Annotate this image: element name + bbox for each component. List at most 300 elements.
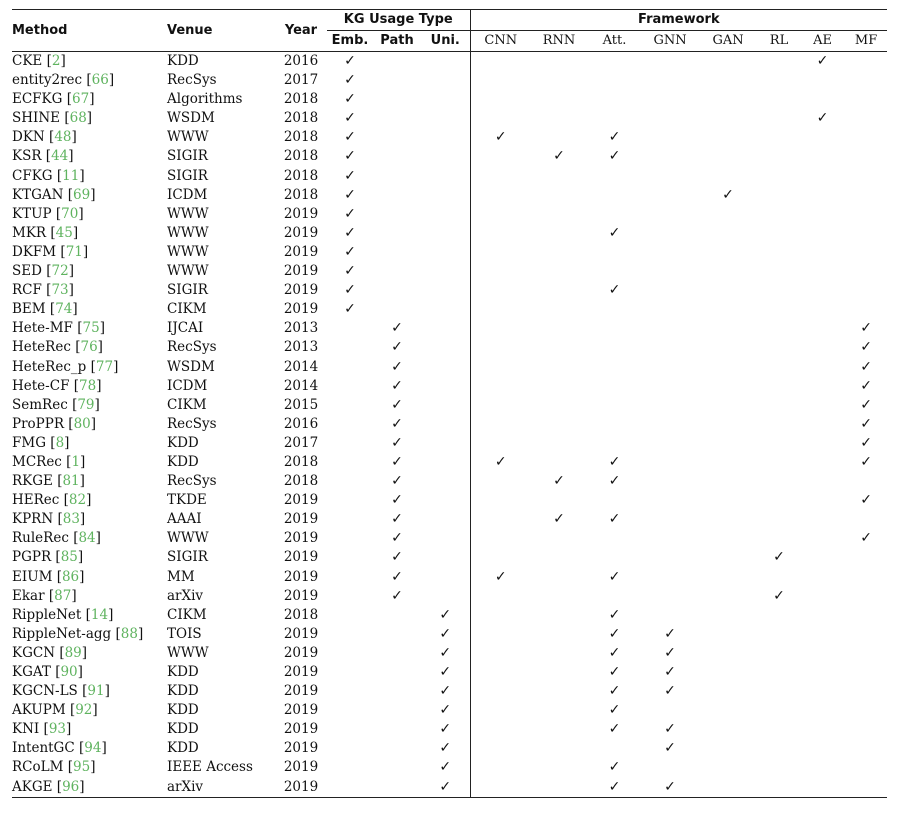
mark-cell [373,147,421,166]
mark-cell [421,644,470,663]
mark-cell [470,778,531,798]
citation-bracket: ] [96,377,102,394]
citation-bracket: ] [90,186,96,203]
mark-cell [421,147,470,166]
citation-link[interactable]: 84 [78,530,96,547]
citation-link[interactable]: 8 [55,434,65,451]
mark-cell [470,281,531,300]
mark-cell [845,396,887,415]
venue-cell: arXiv [167,778,275,798]
mark-cell [642,128,698,147]
citation-bracket: [ [48,587,55,604]
mark-cell [587,52,642,72]
year-cell: 2017 [283,72,319,89]
checkmark-icon: ✓ [391,511,403,528]
mark-cell [373,778,421,798]
checkmark-icon: ✓ [344,186,356,203]
checkmark-icon: ✓ [773,587,785,604]
method-name: SED [12,263,42,280]
citation-link[interactable]: 73 [51,282,69,299]
checkmark-icon: ✓ [608,282,621,299]
mark-cell [421,167,470,186]
mark-cell [642,243,698,262]
venue-cell: KDD [167,721,199,738]
mark-cell [800,71,845,90]
citation-link[interactable]: 79 [77,396,95,413]
citation-bracket: ] [77,664,83,680]
mark-cell [845,663,887,682]
citation-link[interactable]: 94 [84,740,102,757]
checkmark-icon: ✓ [344,282,356,299]
citation-link[interactable]: 14 [90,606,109,623]
table-row [12,415,887,434]
citation-link[interactable]: 2 [51,53,61,69]
citation-link[interactable]: 77 [95,358,114,375]
method-cell [12,701,167,720]
checkmark-icon: ✓ [391,415,403,432]
mark-cell [373,186,421,205]
citation-bracket: ] [99,320,105,337]
mark-cell [421,396,470,415]
mark-cell [800,358,845,377]
citation-bracket: [ [86,72,92,89]
table-row [12,205,887,224]
year-cell: 2018 [283,110,319,127]
mark-cell [587,529,642,548]
checkmark-icon: ✓ [860,339,872,356]
method-cell [12,720,167,739]
citation-link[interactable]: 44 [51,148,69,165]
mark-cell [758,568,800,587]
mark-cell [845,682,887,701]
mark-cell [373,701,421,720]
citation-link[interactable]: 75 [82,320,100,337]
mark-cell [698,739,758,758]
mark-cell [698,224,758,243]
mark-cell [373,281,421,300]
checkmark-icon: ✓ [664,778,676,795]
year-cell: 2016 [283,415,319,432]
mark-cell [642,319,698,338]
citation-bracket: [ [50,224,56,241]
mark-cell [421,548,470,567]
method-cell [12,396,167,415]
checkmark-icon: ✓ [664,721,676,738]
table-row [12,491,887,510]
mark-cell [587,510,642,529]
mark-cell [531,778,587,798]
mark-cell [531,52,587,72]
citation-bracket: ] [104,683,110,700]
method-cell [12,682,167,701]
method-name: HeteRec [12,339,71,356]
method-name: AKGE [12,778,53,795]
mark-cell [470,147,531,166]
citation-bracket: [ [64,110,70,127]
table-row [12,319,887,338]
citation-link[interactable]: 72 [51,263,69,280]
mark-cell [421,434,470,453]
mark-cell [698,625,758,644]
method-cell [12,587,167,606]
method-cell [12,491,167,510]
year-cell: 2019 [283,511,319,528]
mark-cell [642,701,698,720]
citation-bracket: ] [79,473,85,490]
mark-cell [470,186,531,205]
mark-cell [698,262,758,281]
checkmark-icon: ✓ [391,492,403,509]
citation-link[interactable]: 48 [54,129,72,146]
att-col-header: Att. [587,31,642,52]
mark-cell [373,262,421,281]
mark-cell [470,205,531,224]
mark-cell [800,644,845,663]
citation-link[interactable]: 88 [120,625,138,642]
mark-cell [470,358,531,377]
mark-cell [642,472,698,491]
mark-cell [470,644,531,663]
mark-cell [531,472,587,491]
mark-cell [758,52,800,72]
mark-cell [531,606,587,625]
mark-cell [421,281,470,300]
mark-cell [470,243,531,262]
mark-cell [698,109,758,128]
checkmark-icon: ✓ [608,625,621,642]
mark-cell [758,319,800,338]
checkmark-icon: ✓ [860,453,872,470]
mark-cell [642,90,698,109]
mark-cell [758,415,800,434]
mark-cell [587,606,642,625]
mark-cell [758,338,800,357]
mark-cell [800,147,845,166]
table-row [12,453,887,472]
mark-cell [531,548,587,567]
mark-cell [470,682,531,701]
checkmark-icon: ✓ [860,358,872,375]
mark-cell [698,186,758,205]
citation-link[interactable]: 90 [60,664,78,680]
table-row [12,548,887,567]
citation-link[interactable]: 71 [65,243,83,260]
mark-cell [800,720,845,739]
checkmark-icon: ✓ [664,644,676,661]
mark-cell [531,434,587,453]
mark-cell [421,701,470,720]
table-row [12,625,887,644]
citation-bracket: ] [79,568,85,585]
mark-cell [327,128,373,147]
mark-cell [373,358,421,377]
framework-header: Framework [470,10,887,31]
method-cell [12,243,167,262]
method-cell [12,52,167,72]
mark-cell [373,758,421,777]
citation-link[interactable]: 78 [79,377,97,394]
table-row [12,472,887,491]
mark-cell [758,224,800,243]
venue-cell: CIKM [167,606,207,623]
mark-cell [845,568,887,587]
table-row [12,281,887,300]
mark-cell [698,434,758,453]
mark-cell [642,568,698,587]
method-name: AKUPM [12,702,66,719]
method-cell [12,663,167,682]
citation-link[interactable]: 80 [73,415,91,432]
mark-cell [587,338,642,357]
mark-cell [800,109,845,128]
mark-cell [587,90,642,109]
citation-bracket: ] [108,606,114,623]
citation-link[interactable]: 93 [48,721,66,738]
mark-cell [470,338,531,357]
citation-link[interactable]: 68 [69,110,87,127]
mark-cell [800,338,845,357]
mark-cell [327,682,373,701]
checkmark-icon: ✓ [391,549,403,566]
citation-link[interactable]: 96 [62,778,80,795]
citation-link[interactable]: 66 [91,72,109,89]
citation-link[interactable]: 11 [62,167,80,184]
mark-cell [373,568,421,587]
citation-bracket: ] [92,702,98,719]
method-name: RCoLM [12,759,64,776]
mark-cell [845,491,887,510]
mark-cell [642,739,698,758]
mark-cell [845,52,887,72]
mark-cell [373,52,421,72]
mark-cell [470,701,531,720]
mark-cell [800,491,845,510]
citation-link[interactable]: 74 [55,301,73,318]
citation-bracket: ] [86,492,92,509]
mark-cell [758,243,800,262]
method-name: PGPR [12,549,52,566]
method-cell [12,281,167,300]
citation-link[interactable]: 1 [71,453,81,470]
checkmark-icon: ✓ [722,186,734,203]
venue-cell: ICDM [167,186,208,203]
mark-cell [531,510,587,529]
citation-link[interactable]: 89 [64,644,82,661]
gan-col-header: GAN [698,31,758,52]
mark-cell [698,52,758,72]
mark-cell [373,128,421,147]
citation-bracket: [ [75,339,81,356]
kg-usage-type-header: KG Usage Type [327,10,470,31]
method-cell [12,319,167,338]
mark-cell [758,205,800,224]
mark-cell [531,109,587,128]
method-name: MKR [12,224,47,241]
method-name: CKE [12,53,43,69]
checkmark-icon: ✓ [439,606,452,623]
mark-cell [327,167,373,186]
citation-link[interactable]: 81 [62,473,80,490]
mark-cell [587,243,642,262]
mark-cell [642,262,698,281]
year-cell: 2018 [283,473,319,490]
method-cell [12,186,167,205]
table-row [12,338,887,357]
mark-cell [470,739,531,758]
mark-cell [758,758,800,777]
mark-cell [327,625,373,644]
mark-cell [800,262,845,281]
method-name: RuleRec [12,530,69,547]
mark-cell [470,625,531,644]
mark-cell [470,491,531,510]
year-cell: 2017 [283,434,319,451]
citation-bracket: ] [68,148,74,165]
mark-cell [470,663,531,682]
mark-cell [845,606,887,625]
table-row [12,606,887,625]
mark-cell [373,739,421,758]
method-name: ECFKG [12,91,63,108]
checkmark-icon: ✓ [439,683,452,700]
citation-link[interactable]: 86 [61,568,80,585]
citation-link[interactable]: 45 [55,224,73,241]
table-row [12,510,887,529]
method-name: DKN [12,129,45,146]
citation-link[interactable]: 70 [61,205,79,222]
citation-link[interactable]: 76 [80,339,98,356]
mark-cell [698,548,758,567]
method-cell [12,548,167,567]
method-name: HERec [12,492,60,509]
checkmark-icon: ✓ [816,53,829,69]
checkmark-icon: ✓ [608,224,621,241]
checkmark-icon: ✓ [344,301,356,318]
mark-cell [373,644,421,663]
venue-cell: MM [167,568,195,585]
citation-bracket: [ [57,511,63,528]
venue-cell: KDD [167,702,199,719]
mark-cell [642,682,698,701]
mark-cell [698,587,758,606]
mark-cell [470,224,531,243]
mark-cell [531,281,587,300]
venue-cell: CIKM [167,301,207,318]
mark-cell [327,472,373,491]
citation-link[interactable]: 67 [72,91,90,108]
year-cell: 2014 [283,358,319,375]
venue-cell: WWW [167,243,209,260]
year-cell: 2018 [283,129,319,146]
mark-cell [800,472,845,491]
method-name: DKFM [12,243,57,260]
checkmark-icon: ✓ [608,644,621,661]
gnn-col-header: GNN [642,31,698,52]
mark-cell [470,453,531,472]
mark-cell [845,377,887,396]
mark-cell [587,739,642,758]
mark-cell [531,491,587,510]
mark-cell [698,606,758,625]
citation-link[interactable]: 91 [87,683,105,700]
mark-cell [800,90,845,109]
mark-cell [531,338,587,357]
mark-cell [845,71,887,90]
mark-cell [698,300,758,319]
mark-cell [327,300,373,319]
checkmark-icon: ✓ [344,110,356,127]
citation-link[interactable]: 85 [60,549,78,566]
checkmark-icon: ✓ [816,110,829,127]
mark-cell [845,644,887,663]
method-name: KGAT [12,664,51,680]
checkmark-icon: ✓ [344,72,356,89]
year-cell: 2018 [283,91,319,108]
citation-link[interactable]: 69 [73,186,91,203]
mark-cell [327,396,373,415]
method-cell [12,300,167,319]
checkmark-icon: ✓ [608,453,621,470]
mark-cell [758,606,800,625]
mark-cell [845,510,887,529]
mark-cell [470,90,531,109]
mark-cell [698,778,758,798]
table-row [12,300,887,319]
citation-link[interactable]: 87 [54,587,72,604]
year-cell: 2019 [283,683,319,700]
mark-cell [642,300,698,319]
table-row [12,262,887,281]
method-name: entity2rec [12,72,83,89]
method-cell [12,358,167,377]
citation-bracket: [ [77,320,83,337]
checkmark-icon: ✓ [608,511,621,528]
mark-cell [531,224,587,243]
method-cell [12,262,167,281]
citation-link[interactable]: 82 [68,492,87,509]
citation-bracket: [ [73,530,79,547]
table-header [12,10,887,52]
mark-cell [800,758,845,777]
checkmark-icon: ✓ [344,167,356,184]
mark-cell [587,186,642,205]
mark-cell [421,319,470,338]
mark-cell [698,319,758,338]
citation-bracket: ] [60,53,66,69]
mark-cell [800,453,845,472]
citation-link[interactable]: 95 [73,759,91,776]
rnn-col-header: RNN [531,31,587,52]
checkmark-icon: ✓ [860,415,872,432]
venue-cell: ICDM [167,377,208,394]
citation-link[interactable]: 83 [62,511,80,528]
mark-cell [758,128,800,147]
venue-cell: Algorithms [167,91,243,108]
citation-bracket: ] [81,644,88,661]
citation-bracket: ] [64,434,70,451]
mark-cell [758,109,800,128]
mark-cell [698,281,758,300]
mark-cell [327,262,373,281]
checkmark-icon: ✓ [439,740,452,757]
mark-cell [327,701,373,720]
citation-bracket: ] [68,282,74,299]
citation-bracket: ] [101,740,107,757]
citation-bracket: ] [90,759,96,776]
mark-cell [698,663,758,682]
citation-link[interactable]: 92 [75,702,93,719]
mark-cell [531,167,587,186]
